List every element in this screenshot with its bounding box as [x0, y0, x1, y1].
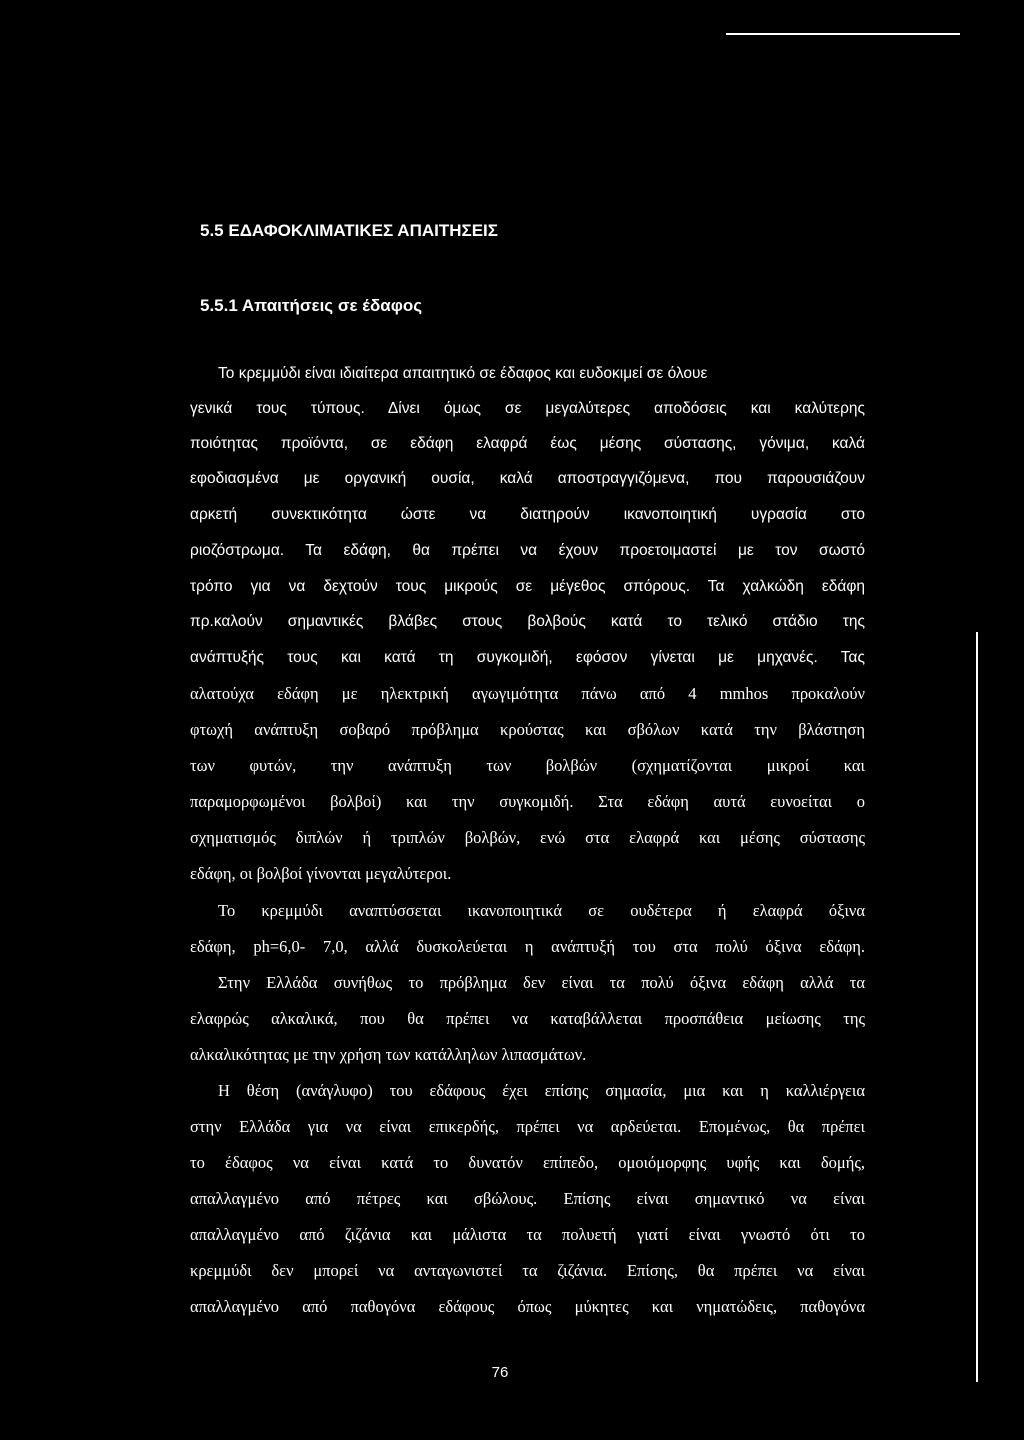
text-line: εδάφη, οι βολβοί γίνονται μεγαλύτεροι. — [190, 864, 452, 883]
text-line: Το κρεμμύδι αναπτύσσεται ικανοποιητικά σε ουδέτερα ή ελαφρά όξινα — [218, 901, 865, 920]
text-line: ανάπτυξής τους και κατά τη συγκομιδή, εφόσον γίνεται με μηχανές. Τας — [190, 649, 865, 666]
text-line: απαλλαγμένο από παθογόνα εδάφους όπως μύκητες και νηματώδεις, παθογόνα — [190, 1297, 865, 1316]
text-line: εδάφη, ph=6,0- 7,0, αλλά δυσκολεύεται η ανάπτυξή του στα πολύ όξινα εδάφη. — [190, 937, 865, 956]
text-line: ποιότητας προϊόντα, σε εδάφη ελαφρά έως μέσης σύστασης, γόνιμα, καλά — [190, 435, 865, 452]
text-line: απαλλαγμένο από ζιζάνια και μάλιστα τα πολυετή γιατί είναι γνωστό ότι το — [190, 1225, 865, 1244]
subsection-heading: 5.5.1 Απαιτήσεις σε έδαφος — [200, 296, 423, 315]
text-line: αλατούχα εδάφη με ηλεκτρική αγωγιμότητα πάνω από 4 mmhos προκαλούν — [190, 684, 865, 703]
text-line: Στην Ελλάδα συνήθως το πρόβλημα δεν είναι τα πολύ όξινα εδάφη αλλά τα — [218, 973, 865, 992]
text-line: των φυτών, την ανάπτυξη των βολβών (σχηματίζονται μικροί και — [190, 756, 865, 775]
text-line: σχηματισμός διπλών ή τριπλών βολβών, ενώ στα ελαφρά και μέσης σύστασης — [190, 828, 865, 847]
section-heading: 5.5 ΕΔΑΦΟΚΛΙΜΑΤΙΚΕΣ ΑΠΑΙΤΗΣΕΙΣ — [200, 221, 498, 240]
text-line: απαλλαγμένο από πέτρες και σβώλους. Επίσης είναι σημαντικό να είναι — [190, 1189, 865, 1208]
margin-rule — [976, 632, 978, 1382]
text-line: γενικά τους τύπους. Δίνει όμως σε μεγαλύτερες αποδόσεις και καλύτερης — [190, 400, 865, 417]
text-line: Το κρεμμύδι είναι ιδιαίτερα απαιτητικό σε έδαφος και ευδοκιμεί σε όλουε — [218, 365, 708, 382]
text-line: στην Ελλάδα για να είναι επικερδής, πρέπει να αρδεύεται. Επομένως, θα πρέπει — [190, 1117, 865, 1136]
text-line: φτωχή ανάπτυξη σοβαρό πρόβλημα κρούστας και σβόλων κατά την βλάστηση — [190, 720, 865, 739]
text-line: ριοζόστρωμα. Τα εδάφη, θα πρέπει να έχουν προετοιμαστεί με τον σωστό — [190, 542, 865, 559]
text-line: ελαφρώς αλκαλικά, που θα πρέπει να καταβάλλεται προσπάθεια μείωσης της — [190, 1009, 865, 1028]
text-line: τρόπο για να δεχτούν τους μικρούς σε μέγεθος σπόρους. Τα χαλκώδη εδάφη — [190, 578, 865, 595]
top-rule — [726, 33, 960, 35]
text-line: εφοδιασμένα με οργανική ουσία, καλά αποστραγγιζόμενα, που παρουσιάζουν — [190, 470, 865, 487]
text-line: παραμορφωμένοι βολβοί) και την συγκομιδή. Στα εδάφη αυτά ευνοείται ο — [190, 792, 865, 811]
text-line: κρεμμύδι δεν μπορεί να ανταγωνιστεί τα ζιζάνια. Επίσης, θα πρέπει να είναι — [190, 1261, 865, 1280]
text-line: αλκαλικότητας με την χρήση των κατάλληλων λιπασμάτων. — [190, 1045, 587, 1064]
text-line: αρκετή συνεκτικότητα ώστε να διατηρούν ικανοποιητική υγρασία στο — [190, 506, 865, 523]
text-line: Η θέση (ανάγλυφο) του εδάφους έχει επίσης σημασία, μια και η καλλιέργεια — [218, 1081, 865, 1100]
text-line: πρ.καλούν σημαντικές βλάβες στους βολβούς κατά το τελικό στάδιο της — [190, 613, 865, 630]
text-line: το έδαφος να είναι κατά το δυνατόν επίπεδο, ομοιόμορφης υφής και δομής, — [190, 1153, 865, 1172]
page-number: 76 — [491, 1364, 509, 1381]
